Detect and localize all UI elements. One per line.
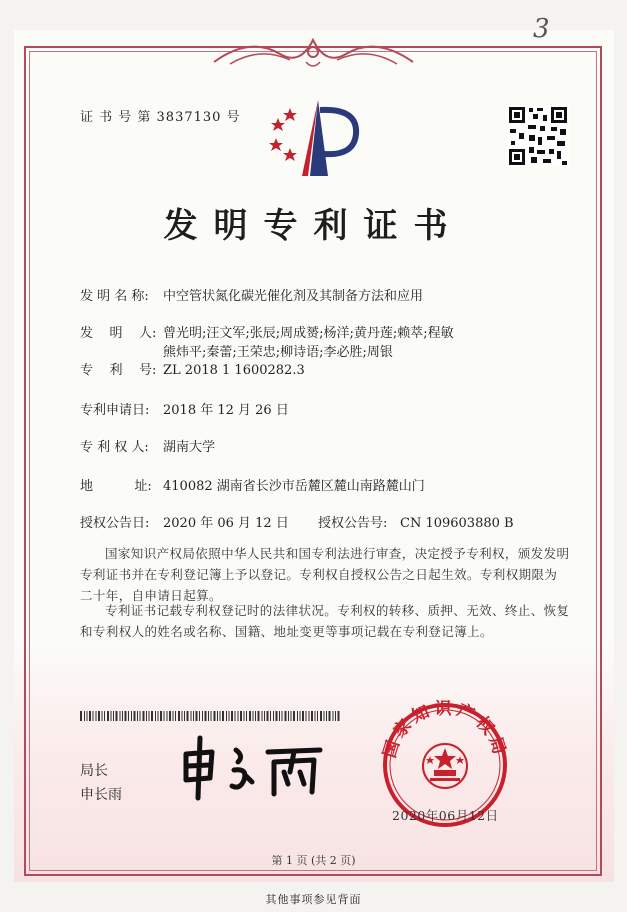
patent-no-value: ZL 2018 1 1600282.3	[163, 363, 305, 378]
inventor-line-2: 熊炜平;秦蕾;王荣忠;柳诗语;李必胜;周银	[163, 345, 393, 360]
barcode	[80, 711, 340, 721]
address-value: 410082 湖南省长沙市岳麓区麓山南路麓山门	[163, 479, 425, 494]
page-indicator: 第 1 页 (共 2 页)	[271, 854, 356, 867]
handwritten-signature	[178, 732, 328, 802]
certificate-number: 证 书 号 第 3837130 号	[80, 110, 241, 125]
signatory-title: 局长	[80, 763, 108, 779]
seal-text: 国家知识产权局	[380, 700, 510, 761]
address-label: 地 址:	[80, 479, 152, 494]
back-note: 其他事项参见背面	[265, 893, 362, 906]
qr-code	[507, 105, 569, 167]
grant-no-value: CN 109603880 B	[400, 516, 514, 531]
invention-name-value: 中空管状氮化碳光催化剂及其制备方法和应用	[163, 289, 424, 304]
seal-date: 2020年06月12日	[392, 808, 499, 823]
certificate-title: 发明专利证书	[163, 206, 464, 246]
grant-no-label: 授权公告号:	[318, 516, 388, 531]
filing-date-label: 专利申请日:	[80, 403, 150, 418]
filing-date-value: 2018 年 12 月 26 日	[163, 403, 289, 418]
patent-no-label: 专 利 号:	[80, 363, 157, 378]
grant-date-label: 授权公告日:	[80, 516, 150, 531]
statement-paragraph-2: 专利证书记载专利权登记时的法律状况。专利权的转移、质押、无效、终止、恢复和专利权人的姓名或名称、国籍、地址变更等事项记载在专利登记簿上。	[80, 603, 570, 639]
inventor-line-1: 曾光明;汪文军;张辰;周成赟;杨洋;黄丹莲;赖萃;程敏	[163, 326, 454, 341]
grant-date-value: 2020 年 06 月 12 日	[163, 516, 289, 531]
patentee-label: 专 利 权 人:	[80, 440, 149, 455]
inventor-label: 发 明 人:	[80, 326, 157, 341]
top-ornament	[210, 32, 417, 72]
statement-paragraph-1: 国家知识产权局依照中华人民共和国专利法进行审查，决定授予专利权，颁发发明专利证书并在专利登记簿上予以登记。专利权自授权公告之日起生效。专利权期限为二十年，自申请日起算。	[80, 546, 570, 603]
patent-office-logo	[268, 96, 364, 178]
patentee-value: 湖南大学	[163, 440, 216, 455]
handwritten-number: 3	[533, 14, 550, 44]
invention-name-label: 发 明 名 称:	[80, 289, 149, 304]
signatory-name: 申长雨	[80, 787, 122, 803]
